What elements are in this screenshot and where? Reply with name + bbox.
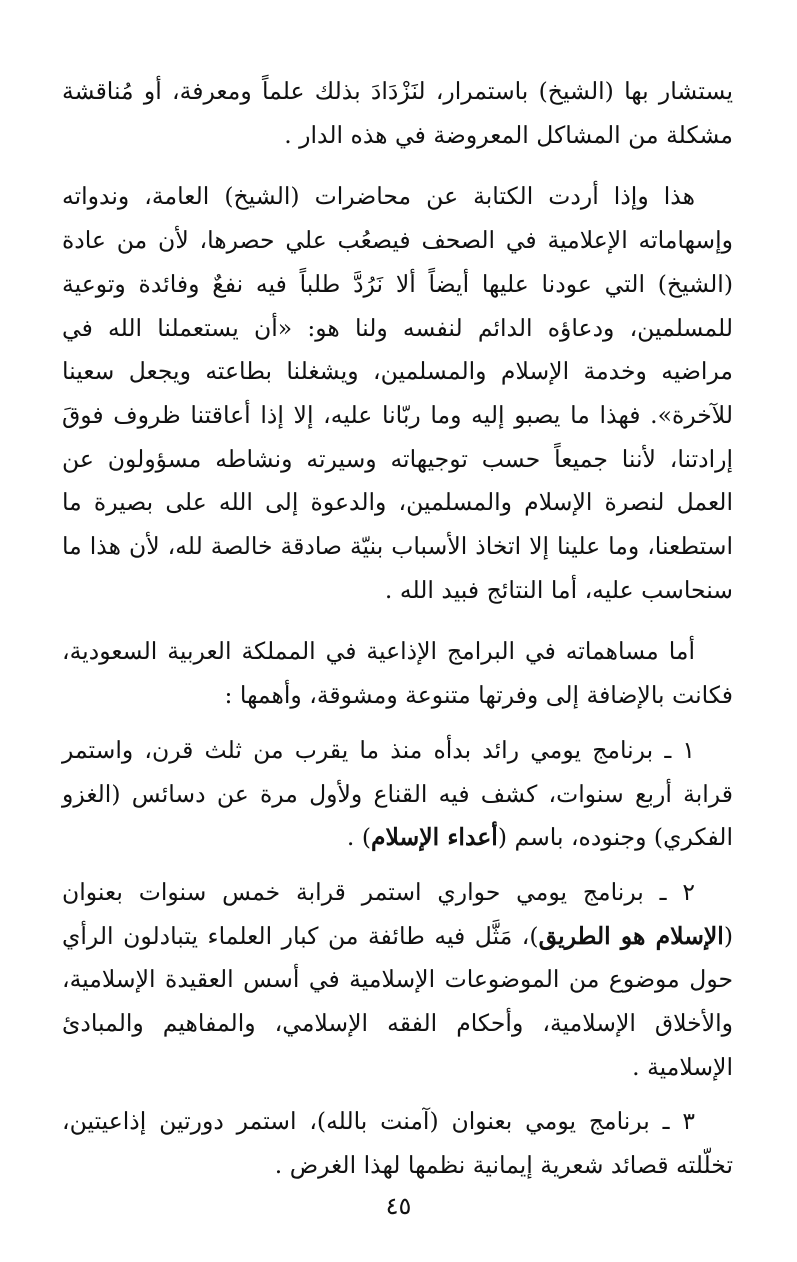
- list-item-program-2: [62, 871, 733, 1090]
- item-1-title: أعداء الإسلام: [370, 823, 498, 852]
- item-2-title: الإسلام هو الطريق: [538, 921, 724, 950]
- list-item-program-3: ٣ ـ برنامج يومي بعنوان (آمنت بالله)، استمر دورتين إذاعيتين، تخلّلته قصائد شعرية إيمانية نظمها لهذا الغرض .: [62, 1107, 733, 1180]
- item-2-start: ٢ ـ برنامج يومي حواري استمر قرابة خمس سنوات بعنوان (: [62, 877, 733, 950]
- paragraph-lectures: هذا وإذا أردت الكتابة عن محاضرات (الشيخ) العامة، وندواته وإسهاماته الإعلامية في الصحف فيصعُب علي حصرها، لأن من عادة (الشيخ) التي عودنا عليها أيضاً ألا نَرُدَّ طلباً فيه نفعٌ وفائدة وتوعية للمسلمين، ودعاؤه الدائم لنفسه ولنا هو: «أن يستعملنا الله في مراضيه وخدمة الإسلام والمسلمين، ويشغلنا بطاعته ويجعل سعينا للآخرة». فهذا ما يصبو إليه وما ربّانا عليه، إلا إذا أعاقتنا ظروف فوقَ إرادتنا، لأننا جميعاً حسب توجيهاته وسيرته ونشاطه مسؤولون عن العمل لنصرة الإسلام والمسلمين، والدعوة إلى الله على بصيرة ما استطعنا، وما علينا إلا اتخاذ الأسباب بنيّة صادقة خالصة لله، لأن هذا ما سنحاسب عليه، أما النتائج فبيد الله .: [62, 182, 733, 604]
- item-2-text: )، مَثَّل فيه طائفة من كبار العلماء يتبادلون الرأي حول موضوع من الموضوعات الإسلامية في أسس العقيدة الإسلامية، والأخلاق الإسلامية، وأحكام الفقه الإسلامي، والمفاهيم والمبادئ الإسلامية .: [62, 921, 733, 1081]
- item-1-end: ) .: [346, 823, 371, 852]
- list-item-program-1: [62, 729, 733, 860]
- page-number: ٤٥: [385, 1192, 412, 1220]
- item-1-text: ١ ـ برنامج يومي رائد بدأه منذ ما يقرب من ثلث قرن، واستمر قرابة أربع سنوات، كشف فيه القناع ولأول مرة عن دسائس (الغزو الفكري) وجنوده، باسم (: [62, 735, 733, 852]
- paragraph-radio-programs: أما مساهماته في البرامج الإذاعية في المملكة العربية السعودية، فكانت بالإضافة إلى وفرتها متنوعة ومشوقة، وأهمها :: [62, 637, 733, 710]
- paragraph-continuation: يستشار بها (الشيخ) باستمرار، لنَزْدَادَ بذلك علماً ومعرفة، أو مُناقشة مشكلة من المشاكل المعروضة في هذه الدار .: [62, 77, 733, 149]
